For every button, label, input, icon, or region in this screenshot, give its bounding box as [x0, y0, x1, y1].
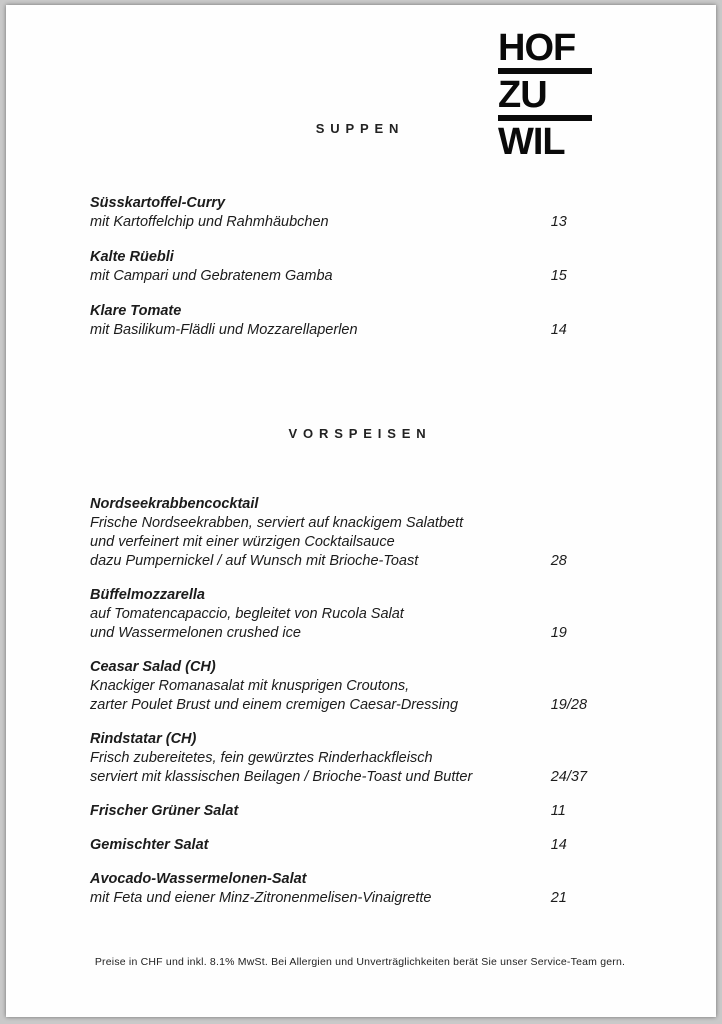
item-desc-line: mit Basilikum-Flädli und Mozzarellaperlen [90, 322, 358, 338]
menu-item [90, 302, 630, 340]
item-desc-line: Knackiger Romanasalat mit knusprigen Croutons, [90, 678, 410, 694]
item-name: Avocado-Wassermelonen-Salat [90, 871, 307, 887]
item-price: 13 [550, 214, 567, 230]
menu-item [90, 870, 630, 908]
item-desc-line: und verfeinert mit einer würzigen Cocktailsauce [90, 534, 395, 550]
logo-word-wil: WIL [498, 121, 565, 163]
menu-item [90, 495, 630, 571]
item-desc-line: serviert mit klassischen Beilagen / Brioche-Toast und Butter [90, 769, 473, 785]
menu-item [90, 586, 630, 643]
menu-item [90, 194, 630, 232]
item-name: Süsskartoffel-Curry [90, 195, 226, 211]
item-name: Ceasar Salad (CH) [90, 659, 216, 675]
item-desc-line: zarter Poulet Brust und einem cremigen Caesar-Dressing [90, 697, 459, 713]
hof-zu-wil-logo [498, 29, 592, 162]
item-desc-line: Frische Nordseekrabben, serviert auf knackigem Salatbett [90, 515, 464, 531]
item-price: 21 [550, 890, 567, 906]
item-name: Gemischter Salat [90, 837, 209, 853]
item-price: 28 [550, 553, 567, 569]
item-desc-line: mit Feta und eiener Minz-Zitronenmelisen-Vinaigrette [90, 890, 432, 906]
item-name: Kalte Rüebli [90, 249, 174, 265]
item-desc-line: und Wassermelonen crushed ice [90, 625, 301, 641]
item-desc-line: dazu Pumpernickel / auf Wunsch mit Brioche-Toast [90, 553, 419, 569]
item-price: 24/37 [550, 769, 588, 785]
section-suppen-items [90, 194, 630, 340]
menu-item [90, 836, 630, 855]
item-desc-line: Frisch zubereitetes, fein gewürztes Rinderhackfleisch [90, 750, 433, 766]
menu-page [6, 5, 716, 1017]
item-name: Klare Tomate [90, 303, 182, 319]
item-name: Büffelmozzarella [90, 587, 205, 603]
logo-word-zu: ZU [498, 76, 592, 121]
item-name: Rindstatar (CH) [90, 731, 197, 747]
menu-content [6, 5, 716, 968]
section-title-suppen: SUPPEN [315, 121, 405, 136]
menu-item [90, 658, 630, 715]
item-name: Frischer Grüner Salat [90, 803, 239, 819]
item-price: 14 [550, 322, 567, 338]
menu-item [90, 730, 630, 787]
item-price: 19/28 [550, 697, 588, 713]
section-vorspeisen-items [90, 495, 630, 908]
item-desc-line: mit Kartoffelchip und Rahmhäubchen [90, 214, 329, 230]
item-price: 14 [550, 837, 567, 853]
footer-note: Preise in CHF und inkl. 8.1% MwSt. Bei Allergien und Unverträglichkeiten berät Sie unser Service-Team gern. [94, 956, 626, 968]
section-title-vorspeisen: VORSPEISEN [288, 426, 432, 441]
logo-word-hof: HOF [498, 29, 592, 74]
item-price: 15 [550, 268, 567, 284]
item-price: 11 [550, 803, 566, 819]
item-name: Nordseekrabbencocktail [90, 496, 259, 512]
menu-item [90, 248, 630, 286]
menu-item [90, 802, 630, 821]
item-desc-line: auf Tomatencapaccio, begleitet von Rucola Salat [90, 606, 404, 622]
item-price: 19 [550, 625, 567, 641]
item-desc-line: mit Campari und Gebratenem Gamba [90, 268, 333, 284]
